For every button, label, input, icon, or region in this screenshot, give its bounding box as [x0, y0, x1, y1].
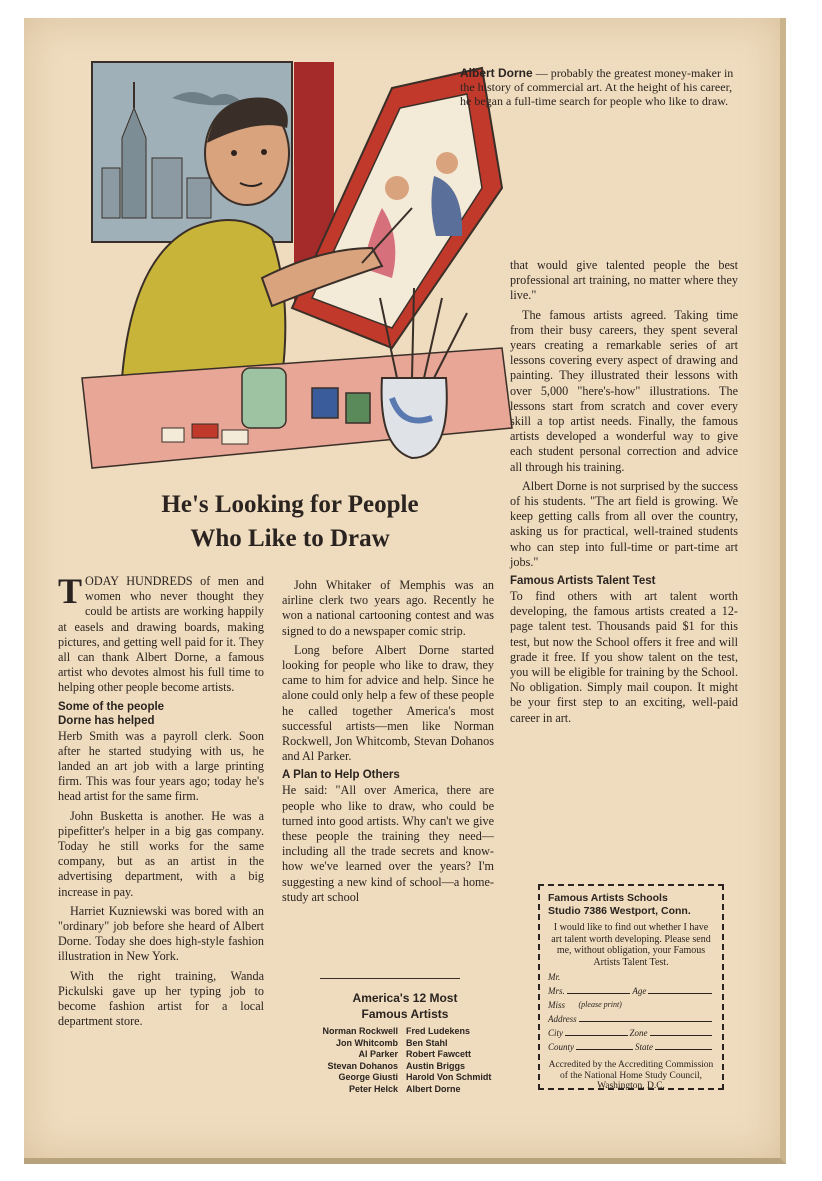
caption — [460, 66, 740, 108]
artist-name: Albert Dorne — [406, 1083, 461, 1094]
paragraph: John Whitaker of Memphis was an airline clerk two years ago. Recently he won a national cartooning contest and was signed to do a newspaper comic strip. — [282, 578, 494, 638]
artist-name: Stevan Dohanos — [327, 1060, 398, 1071]
coupon-body: I would like to find out whether I have art talent worth developing. Please send me, without obligation, your Famous Artists Talent Test. — [551, 922, 711, 968]
headline-line-1: He's Looking for People — [161, 491, 419, 518]
paragraph: The famous artists agreed. Taking time from their busy careers, they spent several years creating a remarkable series of art lessons covering every aspect of drawing and painting. They illustrated their lessons with over 5,000 "here's-how" illustrations. The lessons start from scratch and cover every skill a top artist needs. Finally, the famous artists developed a wonderful way to give each student personal correction and advice all through his training. — [510, 307, 738, 474]
artists-grid — [290, 1026, 520, 1095]
artist-name: Austin Briggs — [406, 1060, 466, 1071]
column-3 — [510, 258, 738, 730]
accreditation-note: Accredited by the Accrediting Commission of the National Home Study Council, Washington, D.C. — [548, 1060, 714, 1091]
artist-name: Robert Fawcett — [406, 1049, 472, 1059]
county-state-field[interactable]: County State — [548, 1042, 714, 1052]
artist-name: Fred Ludekens — [406, 1026, 471, 1036]
paragraph: To find others with art talent worth developing, the famous artists created a 12-page talent test. Thousands paid $1 for this test, but now the School offers it free and will grade it free. If you show talent on the test, you will be eligible for training by the School. No obligation. Simply mail coupon. It might be your first step to an exciting, well-paid career in art. — [510, 589, 738, 725]
artist-name: Al Parker — [358, 1049, 398, 1059]
artist-name: Ben Stahl — [406, 1037, 448, 1048]
headline-line-2: Who Like to Draw — [190, 525, 390, 552]
paragraph: that would give talented people the best professional art training, no matter where they live." — [510, 258, 738, 303]
subhead-people-helped: Some of the people Dorne has helped — [58, 700, 165, 727]
caption-name: Albert Dorne — [460, 66, 533, 80]
headline — [70, 488, 510, 556]
artists-title: America's 12 Most Famous Artists — [352, 991, 458, 1021]
paragraph: Albert Dorne is not surprised by the success of his students. "The art field is growing. We keep getting calls from all over the country, asking us for practical, well-trained students who can step into full-time or part-time art jobs." — [510, 478, 738, 569]
subhead-plan: A Plan to Help Others — [282, 769, 400, 782]
column-1 — [58, 571, 264, 1033]
artist-name: Peter Helck — [348, 1083, 398, 1094]
miss-field[interactable]: Miss (please print) — [548, 1000, 622, 1010]
paragraph: Long before Albert Dorne started looking for people who like to draw, they came to him for advice and help. Since he alone could only help a few of these people he called together America's most successful artists—men like Norman Rockwell, Jon Whitcomb, Stevan Dohanos and Al Parker. — [282, 642, 494, 764]
famous-artists-list — [290, 990, 520, 1095]
caption-text: — probably the greatest money-maker in the history of commercial art. At the height of his career, he began a full-time search for people who like to draw. — [460, 66, 734, 108]
artist-name: Norman Rockwell — [322, 1026, 398, 1036]
artist-name: George Giusti — [338, 1072, 398, 1082]
lead-in: ODAY HUNDREDS — [85, 574, 193, 588]
intro-text: of men and women who never thought they could be artists are working happily at easels and drawing boards, making pictures, and getting well paid for it. They all can thank Albert Dorne, a famous artist who devotes almost his full time to helping other people become artists. — [58, 574, 264, 695]
divider — [320, 978, 460, 979]
order-coupon[interactable] — [538, 884, 724, 1090]
paragraph: He said: "All over America, there are people who like to draw, who could be turned into good artists. Why can't we give these people the training they need—including all the trade secrets and know-how we've learned over the years? I'm suggesting a new kind of school—a home-study art school — [282, 783, 494, 904]
column-2 — [282, 578, 494, 909]
intro-paragraph — [58, 571, 264, 696]
artist-name: Jon Whitcomb — [336, 1037, 398, 1048]
coupon-heading: Famous Artists Schools Studio 7386 Westport, Conn. — [548, 892, 691, 917]
paragraph: Harriet Kuzniewski was bored with an "ordinary" job before she heard of Albert Dorne. Today she does high-style fashion illustration in New York. — [58, 903, 264, 964]
paragraph: Herb Smith was a payroll clerk. Soon after he started studying with us, he landed an art job with a large printing firm. This was four years ago; today he's head artist for the same firm. — [58, 728, 264, 804]
drop-cap: T — [58, 571, 83, 611]
paragraph: With the right training, Wanda Pickulski gave up her typing job to become fashion artist for a local department store. — [58, 968, 264, 1029]
address-field[interactable]: Address — [548, 1014, 714, 1024]
artist-illustration — [62, 48, 522, 488]
mrs-field[interactable]: Mrs. Age — [548, 986, 714, 996]
subhead-talent-test: Famous Artists Talent Test — [510, 575, 656, 588]
paragraph: John Busketta is another. He was a pipefitter's helper in a big gas company. Today he still works for the same company, but as an artist in the advertising department, with a big increase in pay. — [58, 808, 264, 899]
city-zone-field[interactable]: City Zone — [548, 1028, 714, 1038]
name-field[interactable]: Mr. — [548, 972, 561, 982]
artist-name: Harold Von Schmidt — [406, 1072, 492, 1082]
